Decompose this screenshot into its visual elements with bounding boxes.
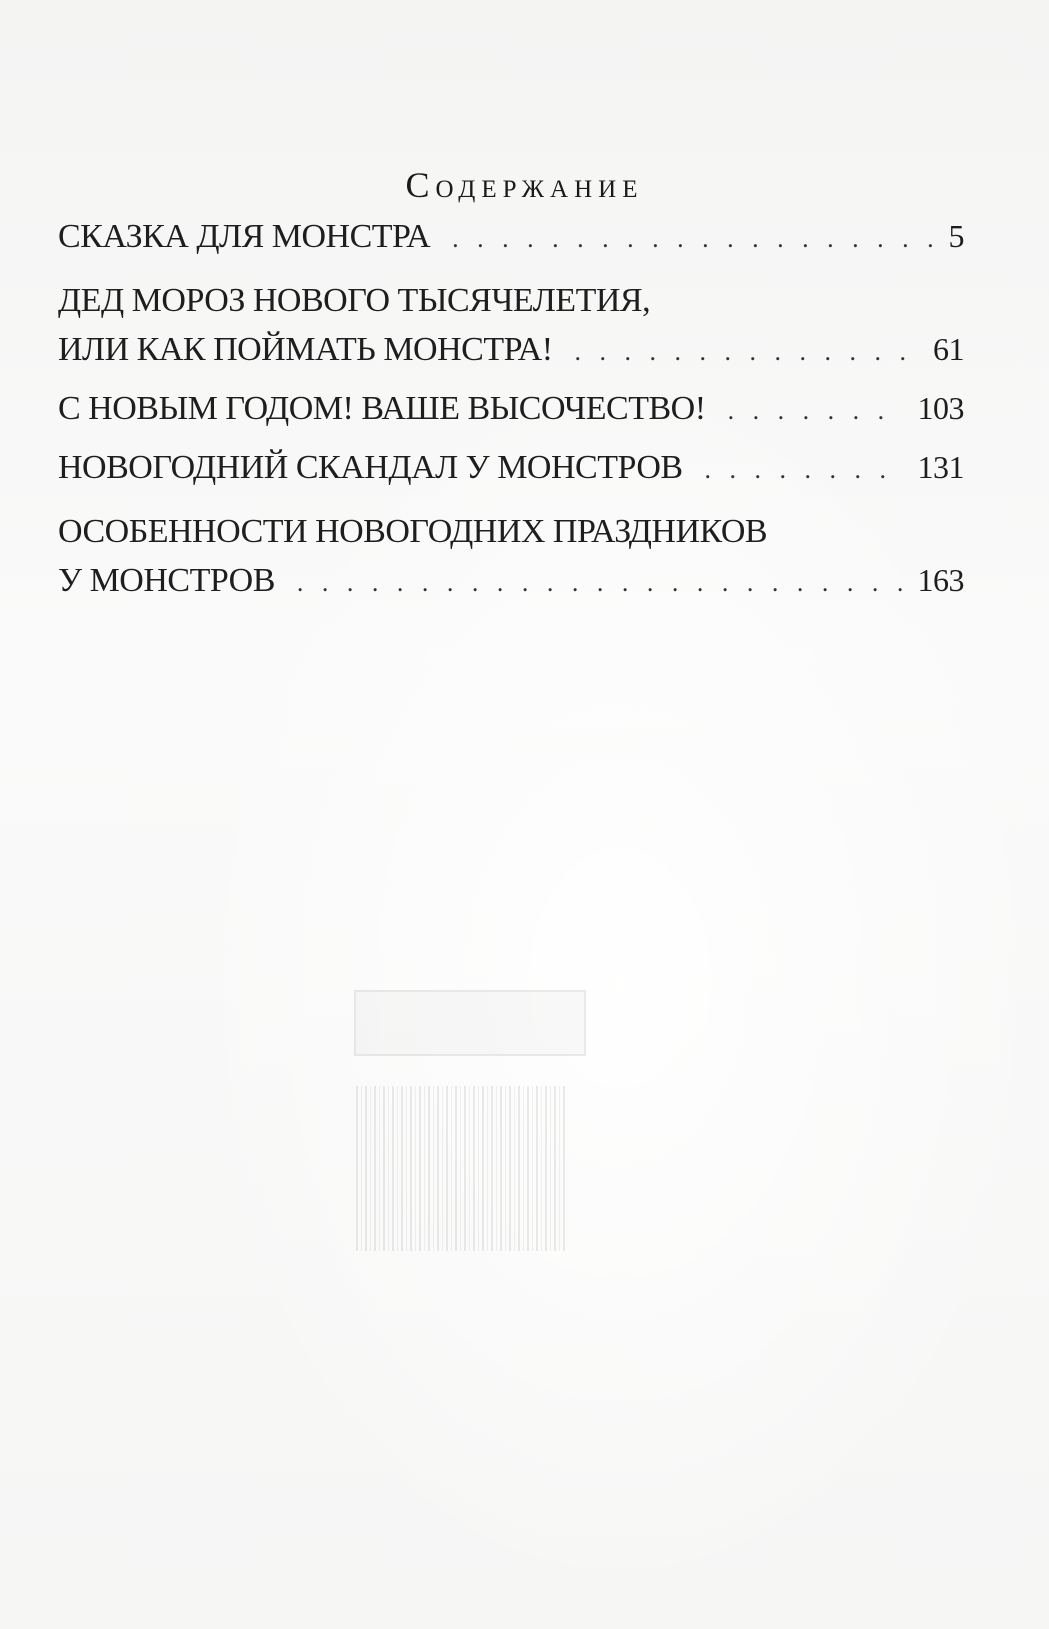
- toc-entry: [58, 212, 964, 263]
- toc-entry-line: [58, 325, 964, 376]
- dot-leader: [705, 446, 902, 494]
- toc-entry-line: [58, 384, 964, 435]
- toc-entry-line: [58, 508, 964, 556]
- dot-leader: [575, 328, 917, 376]
- toc-entry-line: [58, 212, 964, 263]
- toc-entry: [58, 508, 964, 607]
- toc-entry-page: 163: [917, 562, 964, 598]
- toc-entry: [58, 443, 964, 494]
- toc-entry-title: НОВОГОДНИЙ СКАНДАЛ У МОНСТРОВ: [58, 449, 683, 486]
- show-through-stamp: [354, 990, 586, 1056]
- toc-entry-title: СКАЗКА ДЛЯ МОНСТРА: [58, 218, 431, 255]
- toc-entry-page: 5: [948, 218, 964, 254]
- toc-entry-line: [58, 277, 964, 325]
- dot-leader: [452, 215, 932, 263]
- toc-entry-title: ДЕД МОРОЗ НОВОГО ТЫСЯЧЕЛЕТИЯ,: [58, 282, 651, 319]
- toc-entry-page: 103: [917, 390, 964, 426]
- toc-entry-title: ИЛИ КАК ПОЙМАТЬ МОНСТРА!: [58, 331, 553, 368]
- show-through-barcode: [356, 1086, 566, 1251]
- dot-leader: [297, 559, 902, 607]
- toc-entry-title: У МОНСТРОВ: [58, 562, 275, 599]
- toc-entry-page: 131: [917, 449, 964, 485]
- toc-entry-line: [58, 443, 964, 494]
- dot-leader: [728, 387, 902, 435]
- toc-title: Содержание: [405, 165, 644, 206]
- toc-entry: [58, 277, 964, 376]
- toc-entry-title: ОСОБЕННОСТИ НОВОГОДНИХ ПРАЗДНИКОВ: [58, 513, 768, 550]
- toc-entry-line: [58, 556, 964, 607]
- toc-entry-page: 61: [933, 331, 964, 367]
- toc-entry-title: С НОВЫМ ГОДОМ! ВАШЕ ВЫСОЧЕСТВО!: [58, 390, 706, 427]
- table-of-contents: [58, 212, 964, 617]
- toc-entry: [58, 384, 964, 435]
